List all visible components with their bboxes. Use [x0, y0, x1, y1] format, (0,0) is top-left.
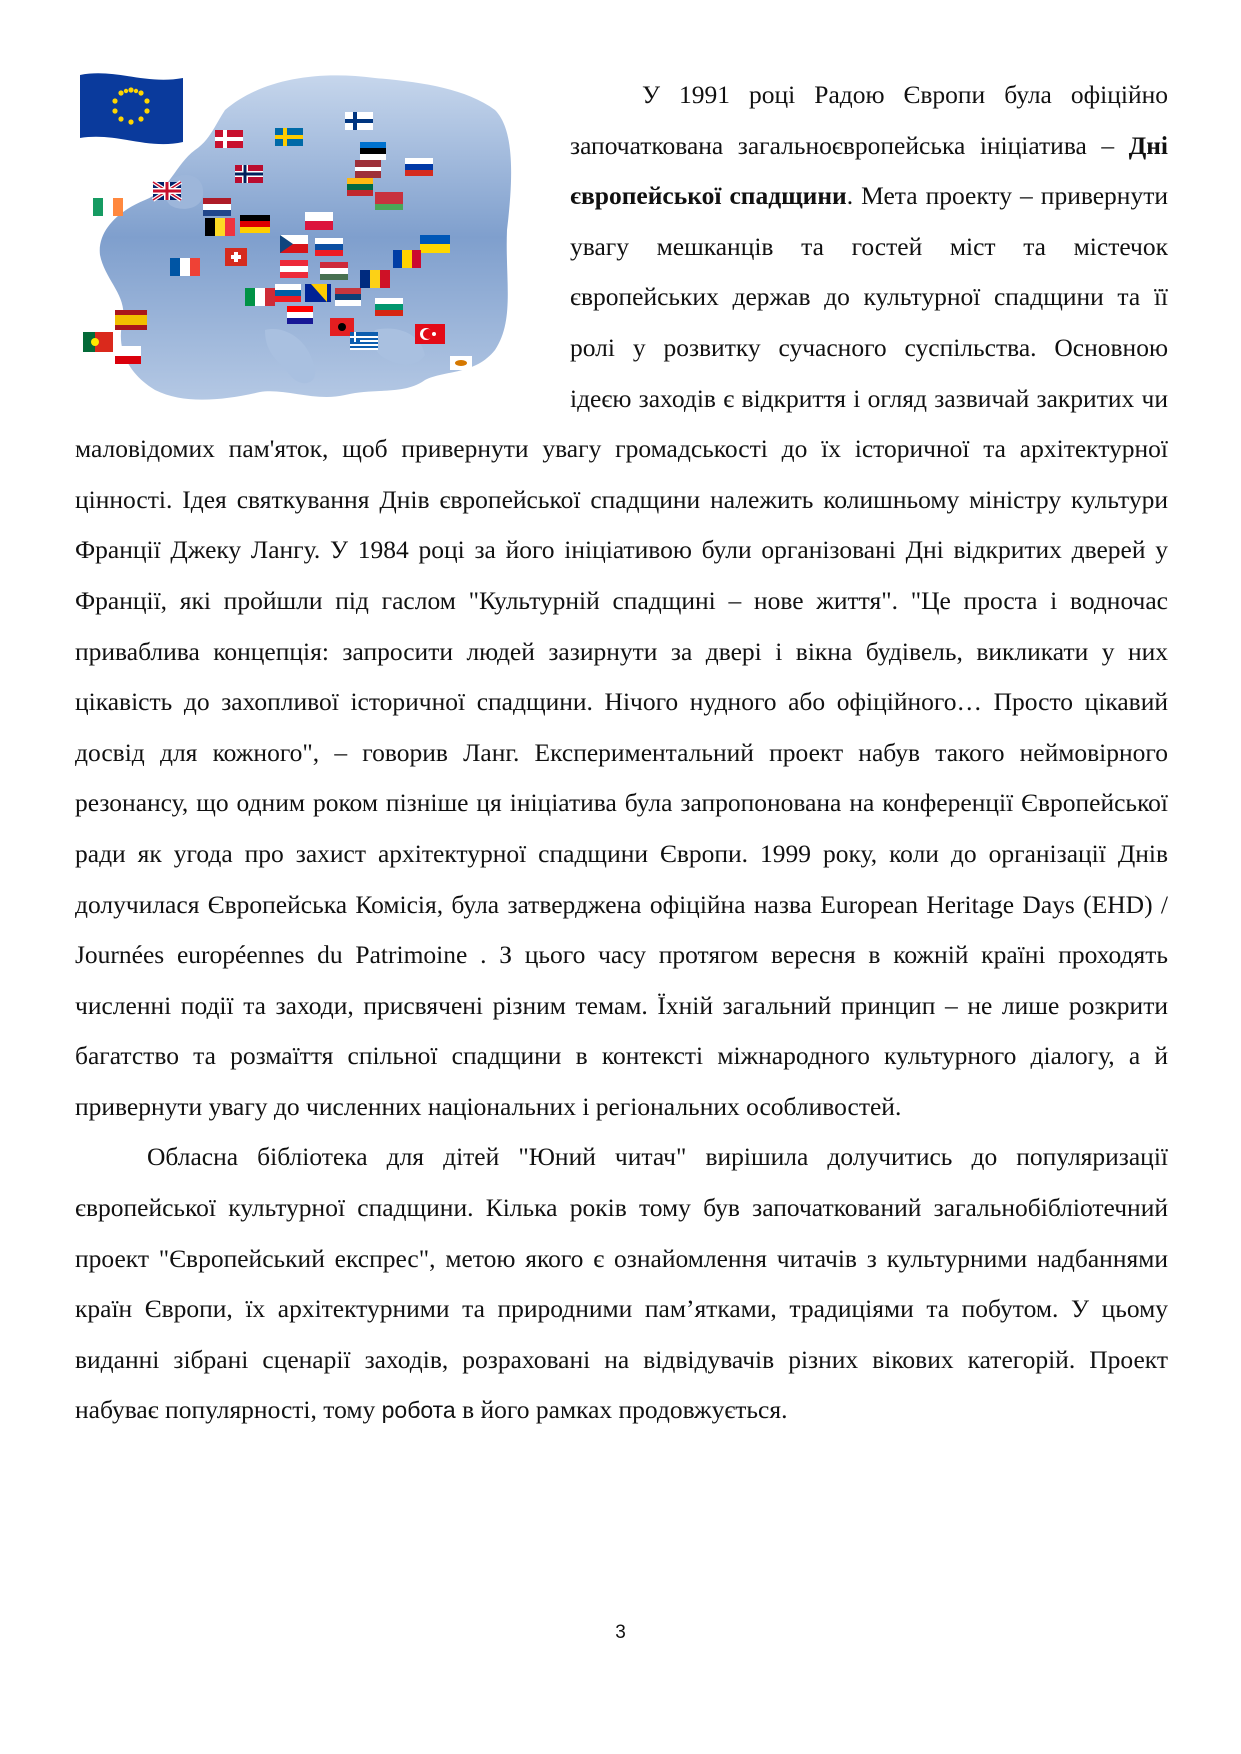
heritage-days-bold: Дні європейської спадщини [570, 130, 1169, 211]
paragraph-1-text-a: започаткована загальноєвропейська ініціатива – [570, 130, 1115, 160]
body-text [75, 70, 1168, 1436]
paragraph-2 [75, 1132, 1168, 1436]
europe-map-illustration [75, 70, 535, 410]
paragraph-1-text-b: . Мета проекту – привернути увагу мешканців та гостей міст та містечок європейських держав до культурної спадщини та її ролі у розвитку сучасного суспільства. Основною ідеєю заходів є відкриття і огляд зазвичай закритих чи маловідомих пам'яток, щоб привернути увагу громадськості до їх історичної та архітектурної цінності. Ідея святкування Днів європейської спадщини належить колишньому міністру культури Франції Джеку Лангу. У 1984 році за його ініціативою були організовані Дні відкритих дверей у Франції, які пройшли під гаслом "Культурній спадщині – нове життя". "Це проста і водночас приваблива концепція: запросити людей зазирнути за двері і вікна будівель, викликати у них цікавість до захопливої історичної спадщини. Нічого нудного або офіційного… Просто цікавий досвід для кожного", – говорив Ланг. Експериментальний проект набув такого неймовірного резонансу, що одним роком пізніше ця ініціатива була запропонована на конференції Європейської ради як угода про захист архітектурної спадщини Європи. 1999 року, коли до організації Днів долучилася Європейська Комісія, була затверджена офіційна назва European Heritage Days (EHD) / Journées européennes du Patrimoine . З цього часу протягом вересня в кожній країні проходять численні події та заходи, присвячені різним темам. Їхній загальний принцип – не лише розкрити багатство та розмаїття спільної спадщини в контексті міжнародного культурного діалогу, а й привернути увагу до численних національних і регіональних особливостей. [75, 181, 1168, 1121]
eu-flag-icon [80, 73, 183, 144]
paragraph-2-text: Обласна бібліотека для дітей "Юний читач" вирішила долучитись до популяризації європейської культурної спадщини. Кілька років тому був започаткований загальнобібліотечний проект "Європейський експрес", метою якого є ознайомлення читачів з культурними надбаннями країн Європи, їх архітектурними та природними пам’ятками, традиціями та побутом. У цьому виданні зібрані сценарії заходів, розраховані на відвідувачів різних вікових категорій. Проект набуває популярності, тому [75, 1142, 1168, 1425]
page-number: 3 [615, 1622, 626, 1643]
paragraph-2-ending: в його рамках продовжується. [462, 1395, 788, 1425]
europe-map-image [75, 70, 535, 410]
paragraph-1-opening: У 1991 році Радою Європи була офіційно [642, 80, 1168, 109]
paragraph-2-sans-word: робота [381, 1397, 456, 1424]
